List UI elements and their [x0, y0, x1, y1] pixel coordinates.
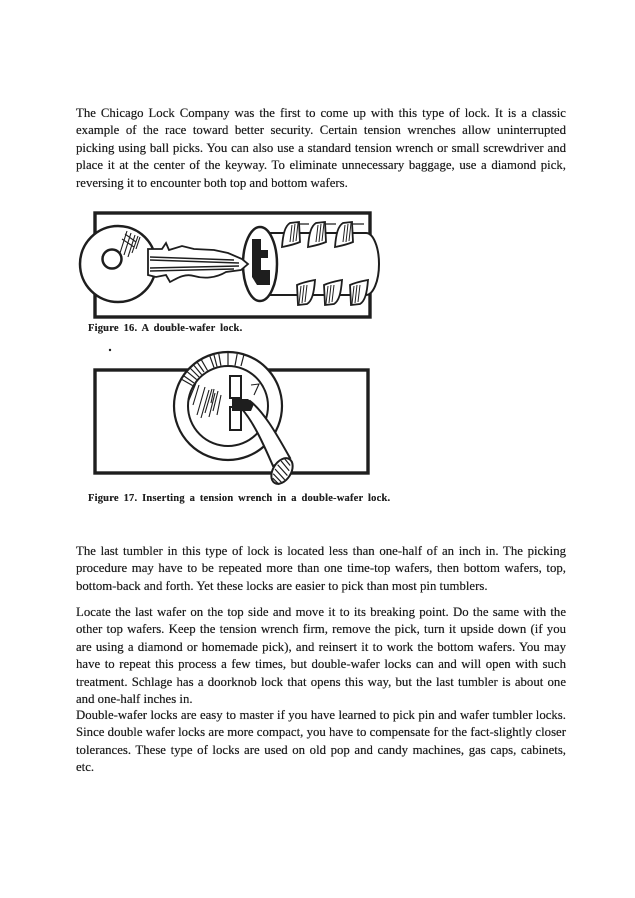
- paragraph-4: Double-wafer locks are easy to master if you have learned to pick pin and wafer tumbler locks. Since double wafer locks are more compact, you have to compensate for the fact-slightly closer tolerances. These type of locks are used on old pop and candy machines, gas caps, cabinets, etc.: [76, 708, 566, 775]
- bottom-wafers: [297, 280, 368, 305]
- figure-16-caption: Figure 16. A double-wafer lock.: [88, 323, 243, 334]
- paragraph-2: The last tumbler in this type of lock is located less than one-half of an inch in. The picking procedure may have to be repeated more than one time-top wafers, then bottom wafers, top, bottom-back and forth. Yet these locks are easier to pick than most pin tumblers.: [76, 544, 566, 593]
- scan-speck: [109, 349, 111, 351]
- key-drawing: [80, 226, 248, 302]
- figure-17-illustration: [93, 345, 378, 495]
- figure-17-drawing: [93, 345, 378, 495]
- paragraph-3: Locate the last wafer on the top side and move it to its breaking point. Do the same with the other top wafers. Keep the tension wrench firm, remove the pick, turn it upside down (if you are using a diamond or homemade pick), and reinsert it to work the bottom wafers. You may have to repeat this process a few times, but double-wafer locks can and will open with such treatment. Schlage has a doorknob lock that opens this way, but the last tumbler is about one and one-half inches in.: [76, 605, 566, 707]
- top-wafers: [282, 222, 353, 247]
- figure-16-illustration: [76, 209, 386, 323]
- figure-16-drawing: [76, 209, 386, 323]
- paragraph-1: The Chicago Lock Company was the first to come up with this type of lock. It is a classic example of the race toward better security. Certain tension wrenches allow uninterrupted picking using ball picks. You can also use a standard tension wrench or small screwdriver and place it at the center of the keyway. To eliminate unnecessary baggage, use a diamond pick, reversing it to encounter both top and bottom wafers.: [76, 106, 566, 190]
- figure-17-caption: Figure 17. Inserting a tension wrench in a double-wafer lock.: [88, 493, 391, 504]
